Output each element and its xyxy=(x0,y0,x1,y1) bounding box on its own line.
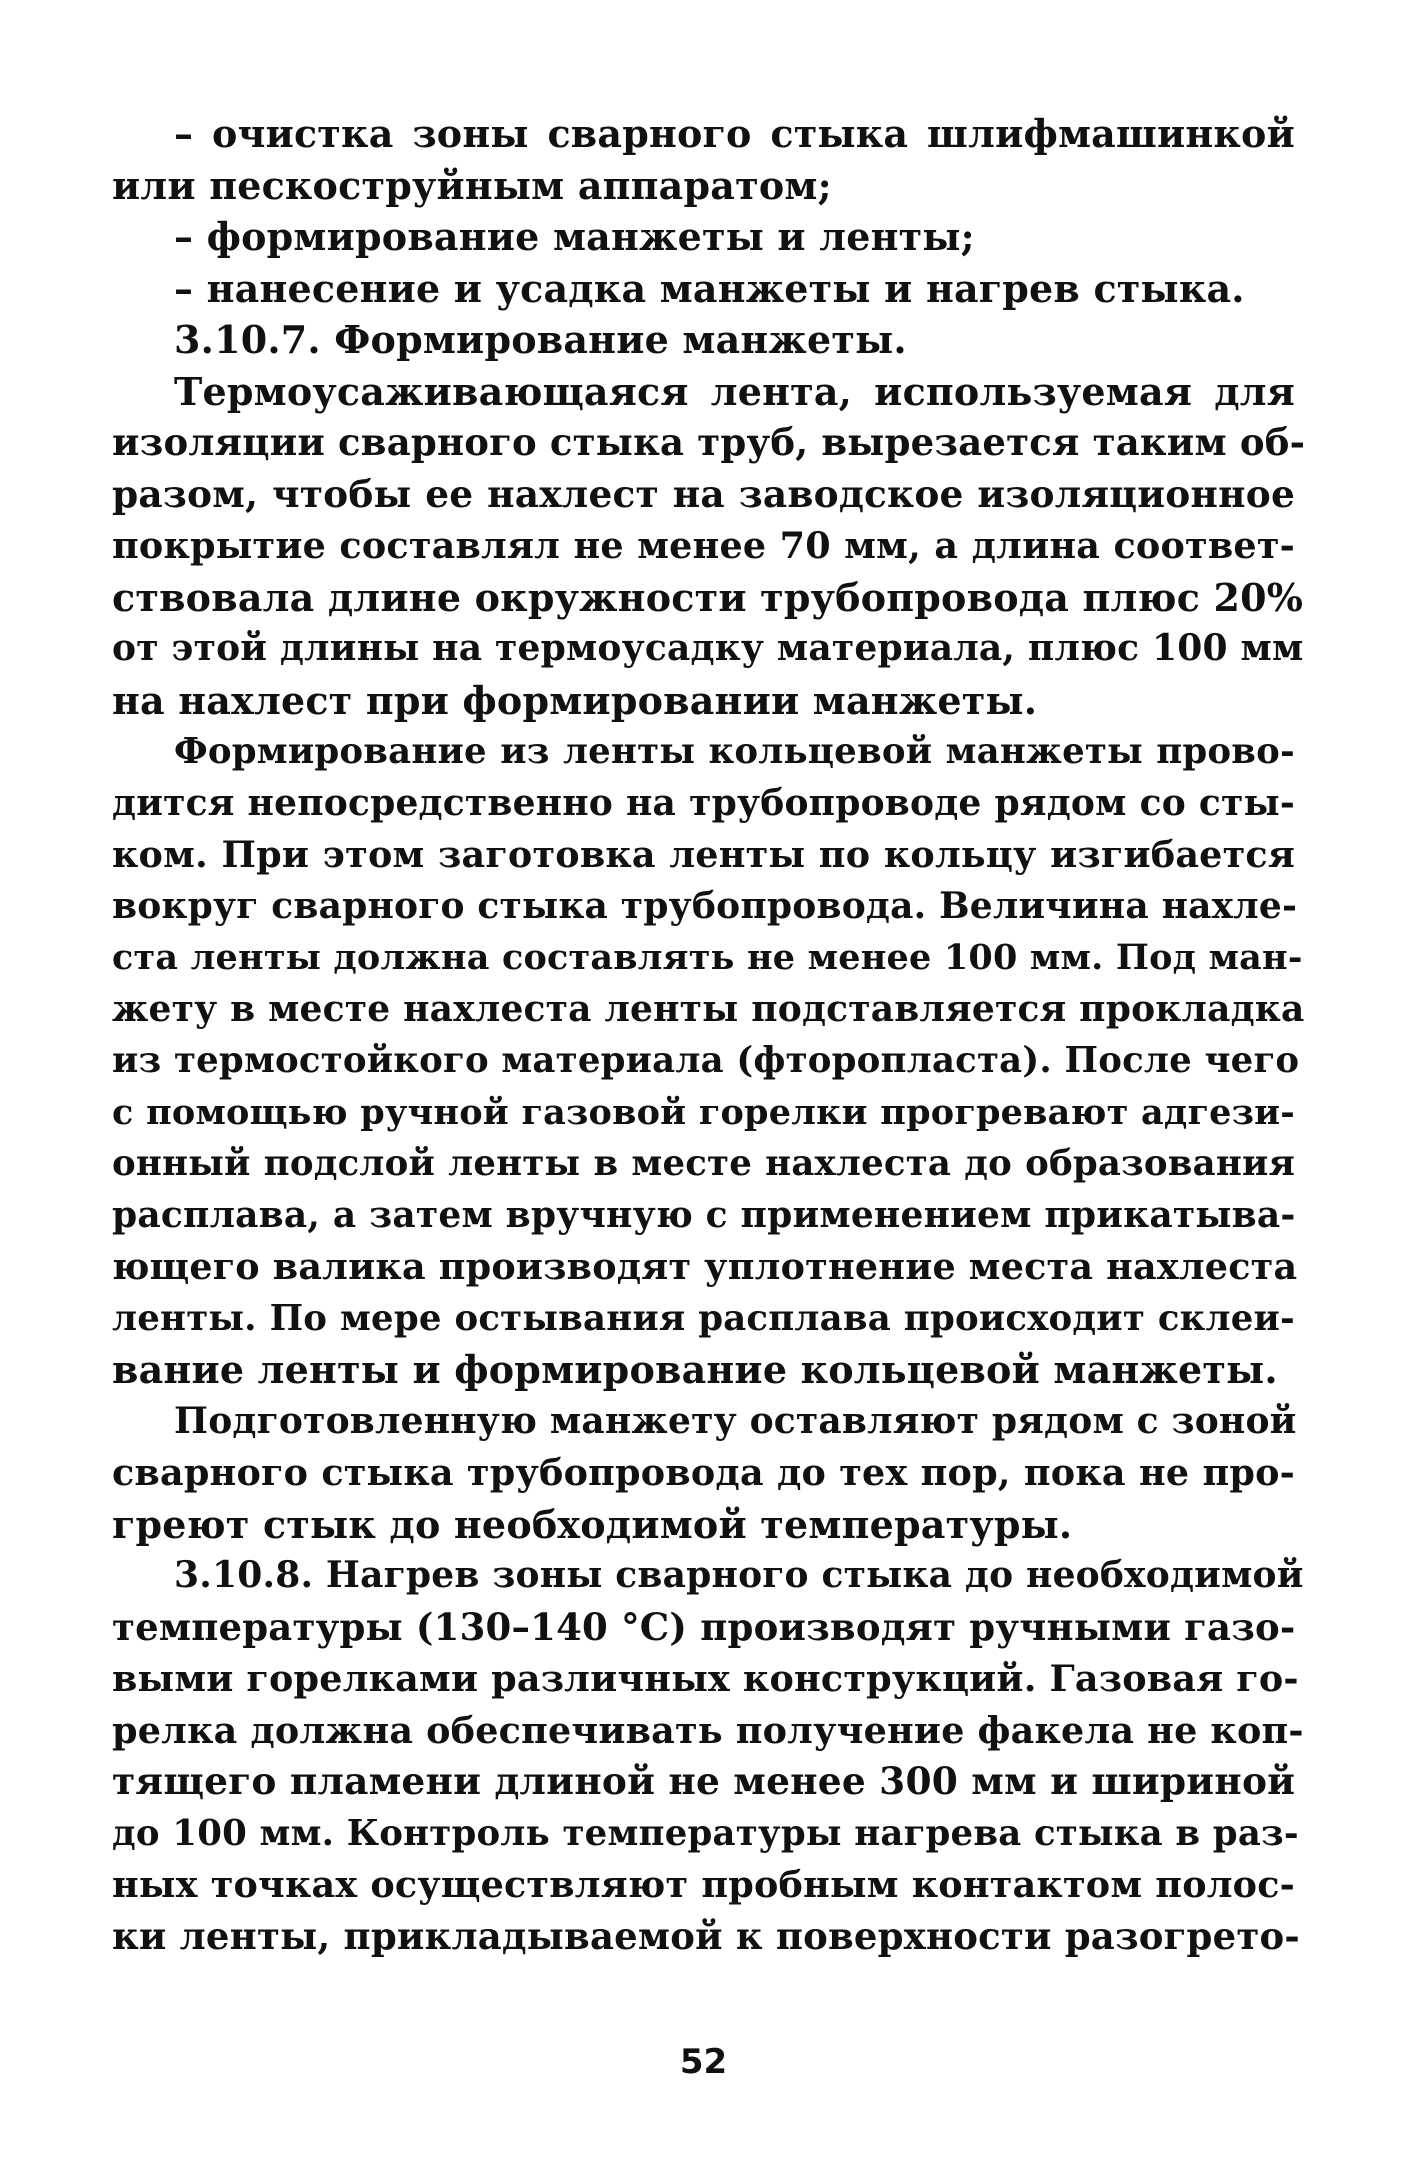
paragraph-line: Подготовленную манжету оставляют рядом с зоной xyxy=(174,1399,1297,1442)
paragraph-line: жету в месте нахлеста ленты подставляется прокладка xyxy=(112,987,1305,1030)
list-item-forming: – формирование манжеты и ленты; xyxy=(174,214,975,259)
page-body xyxy=(112,108,1306,1962)
paragraph-line: покрытие составлял не менее 70 мм, а длина соответ- xyxy=(112,524,1295,567)
paragraph-line: онный подслой ленты в месте нахлеста до образования xyxy=(112,1143,1295,1184)
paragraph-line: температуры (130–140 °С) производят ручными газо- xyxy=(112,1604,1296,1649)
paragraph-line: от этой длины на термоусадку материала, плюс 100 мм xyxy=(112,627,1304,669)
paragraph-line: на нахлест при формировании манжеты. xyxy=(112,677,1038,723)
paragraph-line: Термоусаживающаяся лента, используемая для xyxy=(174,368,1295,414)
paragraph-line: расплава, а затем вручную с применением прикатыва- xyxy=(112,1193,1296,1236)
paragraph-line: ста ленты должна составлять не менее 100 мм. Под ман- xyxy=(112,937,1303,978)
paragraph-line: до 100 мм. Контроль температуры нагрева стыка в раз- xyxy=(112,1812,1299,1854)
paragraph-line: ствовала длине окружности трубопровода плюс 20% xyxy=(112,574,1304,620)
paragraph-line: ки ленты, прикладываемой к поверхности разогрето- xyxy=(112,1913,1300,1958)
section-heading-3-10-8: 3.10.8. Нагрев зоны сварного стыка до необходимой xyxy=(174,1554,1304,1596)
paragraph-line: греют стык до необходимой температуры. xyxy=(112,1501,1073,1547)
paragraph-line: ленты. По мере остывания расплава происходит склеи- xyxy=(112,1297,1295,1339)
paragraph-line: дится непосредственно на трубопроводе рядом со сты- xyxy=(112,781,1295,824)
paragraph-line: тящего пламени длиной не менее 300 мм и шириной xyxy=(112,1759,1296,1803)
section-heading-3-10-7: 3.10.7. Формирование манжеты. xyxy=(174,317,907,362)
page-number: 52 xyxy=(679,2042,728,2082)
paragraph-line: с помощью ручной газовой горелки прогревают адгези- xyxy=(112,1091,1295,1133)
paragraph-line: релка должна обеспечивать получение факела не коп- xyxy=(112,1708,1304,1752)
paragraph-line: Формирование из ленты кольцевой манжеты прово- xyxy=(174,731,1295,772)
paragraph-line: ком. При этом заготовка ленты по кольцу изгибается xyxy=(112,833,1295,876)
paragraph-line: ных точках осуществляют пробным контактом полос- xyxy=(112,1863,1295,1906)
paragraph-line: разом, чтобы ее нахлест на заводское изоляционное xyxy=(112,471,1295,516)
list-item-cleaning: – очистка зоны сварного стыка шлифмашинкой xyxy=(174,111,1295,156)
paragraph-line: изоляции сварного стыка труб, вырезается таким об- xyxy=(112,420,1306,464)
paragraph-line: сварного стыка трубопровода до тех пор, пока не про- xyxy=(112,1451,1295,1494)
paragraph-line: из термостойкого материала (фторопласта). После чего xyxy=(112,1040,1300,1081)
paragraph-line: ющего валика производят уплотнение места нахлеста xyxy=(112,1245,1298,1288)
paragraph-line: выми горелками различных конструкций. Газовая го- xyxy=(112,1657,1299,1700)
text-line: или пескоструйным аппаратом; xyxy=(112,162,832,208)
paragraph-line: вокруг сварного стыка трубопровода. Величина нахле- xyxy=(112,884,1298,927)
list-item-applying: – нанесение и усадка манжеты и нагрев стыка. xyxy=(174,265,1245,311)
paragraph-line: вание ленты и формирование кольцевой манжеты. xyxy=(112,1347,1278,1392)
